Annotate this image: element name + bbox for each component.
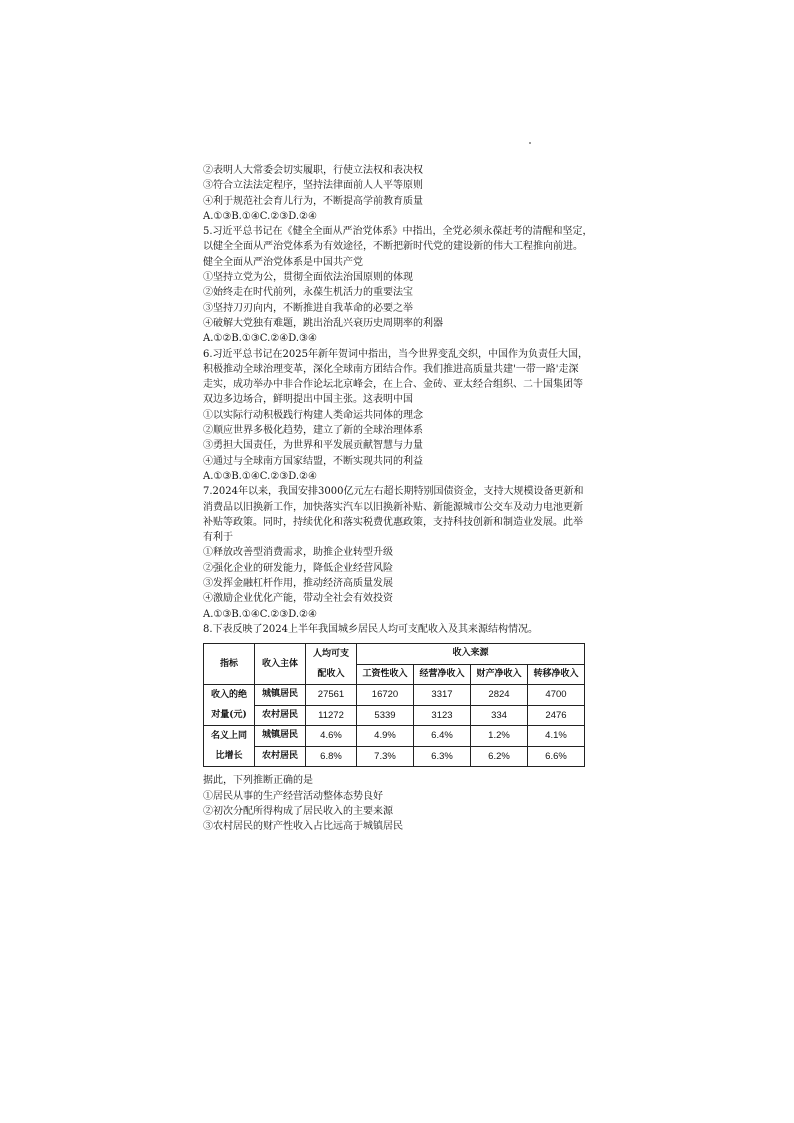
- cell: 6.4%: [414, 726, 471, 747]
- cell: 1.2%: [471, 726, 528, 747]
- cell: 7.3%: [357, 746, 414, 767]
- cell: 27561: [306, 685, 357, 706]
- question-5: 5.习近平总书记在《健全全面从严治党体系》中指出，全党必须永葆赶考的清醒和坚定，: [203, 226, 593, 238]
- row-subject: 城镇居民: [255, 685, 306, 706]
- cell: 334: [471, 705, 528, 726]
- text-line: ②表明人大常委会切实履职，行使立法权和表决权: [203, 165, 423, 176]
- text-line: 健全全面从严治党体系是中国共产党: [203, 256, 363, 268]
- header-disposable-2: 配收入: [306, 664, 357, 685]
- text-line: ②顺应世界多极化趋势，建立了新的全球治理体系: [203, 425, 423, 437]
- cell: 4.1%: [528, 726, 585, 747]
- answer-options: A.①③B.①④C.②③D.②④: [203, 210, 317, 222]
- text-line: 以健全全面从严治党体系为有效途径，不断把新时代党的建设新的伟大工程推向前进。: [203, 241, 583, 253]
- header-business: 经营净收入: [414, 664, 471, 685]
- text-line: 双边多边场合，鲜明提出中国主张。这表明中国: [203, 394, 413, 406]
- text-line: 据此，下列推断正确的是: [203, 775, 313, 787]
- text-line: 有利于: [203, 532, 233, 544]
- group-label: 对量(元): [204, 705, 255, 726]
- text-line: ①坚持立党为公，贯彻全面依法治国原则的体现: [203, 272, 413, 284]
- answer-options: A.①②B.①③C.②④D.③④: [203, 333, 317, 345]
- text-line: ④通过与全球南方国家结盟，不断实现共同的利益: [203, 455, 423, 467]
- exam-page: [203, 163, 603, 834]
- answer-options: A.①③B.①④C.②③D.②④: [203, 608, 317, 620]
- header-property: 财产净收入: [471, 664, 528, 685]
- text-line: ③勇担大国责任，为世界和平发展贡献智慧与力量: [203, 440, 423, 452]
- cell: 2476: [528, 705, 585, 726]
- cell: 4.9%: [357, 726, 414, 747]
- header-subject: 收入主体: [255, 644, 306, 685]
- text-line: ②初次分配所得构成了居民收入的主要来源: [203, 805, 393, 817]
- cell: 2824: [471, 685, 528, 706]
- table-row: [204, 726, 585, 747]
- text-line: ③坚持刀刃向内，不断推进自我革命的必要之举: [203, 302, 413, 314]
- question-7: 7.2024年以来，我国安排3000亿元左右超长期特别国债资金，支持大规模设备更新和: [203, 486, 584, 498]
- income-table: [203, 643, 585, 767]
- text-line: ①以实际行动积极践行构建人类命运共同体的理念: [203, 409, 423, 421]
- cell: 16720: [357, 685, 414, 706]
- income-table-wrap: [203, 643, 585, 767]
- text-block-top: [203, 163, 603, 637]
- cell: 3123: [414, 705, 471, 726]
- text-line: ③符合立法法定程序，坚持法律面前人人平等原则: [203, 180, 423, 192]
- question-8: 8.下表反映了2024上半年我国城乡居民人均可支配收入及其来源结构情况。: [203, 623, 538, 635]
- header-source: 收入来源: [357, 644, 585, 665]
- row-subject: 农村居民: [255, 746, 306, 767]
- scan-dot: [529, 142, 531, 144]
- text-line: ①居民从事的生产经营活动整体态势良好: [203, 790, 383, 802]
- text-line: 走实，成功举办中非合作论坛北京峰会，在上合、金砖、亚太经合组织、二十国集团等: [203, 379, 583, 391]
- cell: 6.8%: [306, 746, 357, 767]
- group-label: 比增长: [204, 746, 255, 767]
- cell: 5339: [357, 705, 414, 726]
- header-indicator: 指标: [204, 644, 255, 685]
- text-block-bottom: [203, 773, 603, 834]
- cell: 6.2%: [471, 746, 528, 767]
- text-line: 补贴等政策。同时，持续优化和落实税费优惠政策，支持科技创新和制造业发展。此举: [203, 516, 583, 528]
- question-6: 6.习近平总书记在2025年新年贺词中指出，当今世界变乱交织，中国作为负责任大国，: [203, 348, 588, 360]
- text-line: 消费品以旧换新工作，加快落实汽车以旧换新补贴、新能源城市公交车及动力电池更新: [203, 501, 583, 513]
- group-label: 名义上同: [204, 726, 255, 747]
- header-transfer: 转移净收入: [528, 664, 585, 685]
- header-disposable-1: 人均可支: [306, 644, 357, 665]
- cell: 6.6%: [528, 746, 585, 767]
- table-row: [204, 746, 585, 767]
- text-line: ②强化企业的研发能力，降低企业经营风险: [203, 562, 393, 574]
- text-line: ②始终走在时代前列，永葆生机活力的重要法宝: [203, 287, 413, 299]
- text-line: 积极推动全球治理变革，深化全球南方团结合作。我们推进高质量共建'一带一路'走深: [203, 363, 579, 375]
- row-subject: 农村居民: [255, 705, 306, 726]
- table-row: [204, 705, 585, 726]
- cell: 4700: [528, 685, 585, 706]
- answer-options: A.①③B.①④C.②③D.②④: [203, 470, 317, 482]
- text-line: ④激励企业优化产能，带动全社会有效投资: [203, 593, 393, 605]
- cell: 11272: [306, 705, 357, 726]
- text-line: ③发挥金融杠杆作用，推动经济高质量发展: [203, 578, 393, 590]
- text-line: ①释放改善型消费需求，助推企业转型升级: [203, 547, 393, 559]
- cell: 6.3%: [414, 746, 471, 767]
- cell: 4.6%: [306, 726, 357, 747]
- group-label: 收入的绝: [204, 685, 255, 706]
- header-wage: 工资性收入: [357, 664, 414, 685]
- text-line: ④利于规范社会育儿行为，不断提高学前教育质量: [203, 195, 423, 207]
- cell: 3317: [414, 685, 471, 706]
- row-subject: 城镇居民: [255, 726, 306, 747]
- text-line: ③农村居民的财产性收入占比远高于城镇居民: [203, 821, 403, 833]
- table-row: [204, 685, 585, 706]
- text-line: ④破解大党独有难题，跳出治乱兴衰历史周期率的利器: [203, 317, 443, 329]
